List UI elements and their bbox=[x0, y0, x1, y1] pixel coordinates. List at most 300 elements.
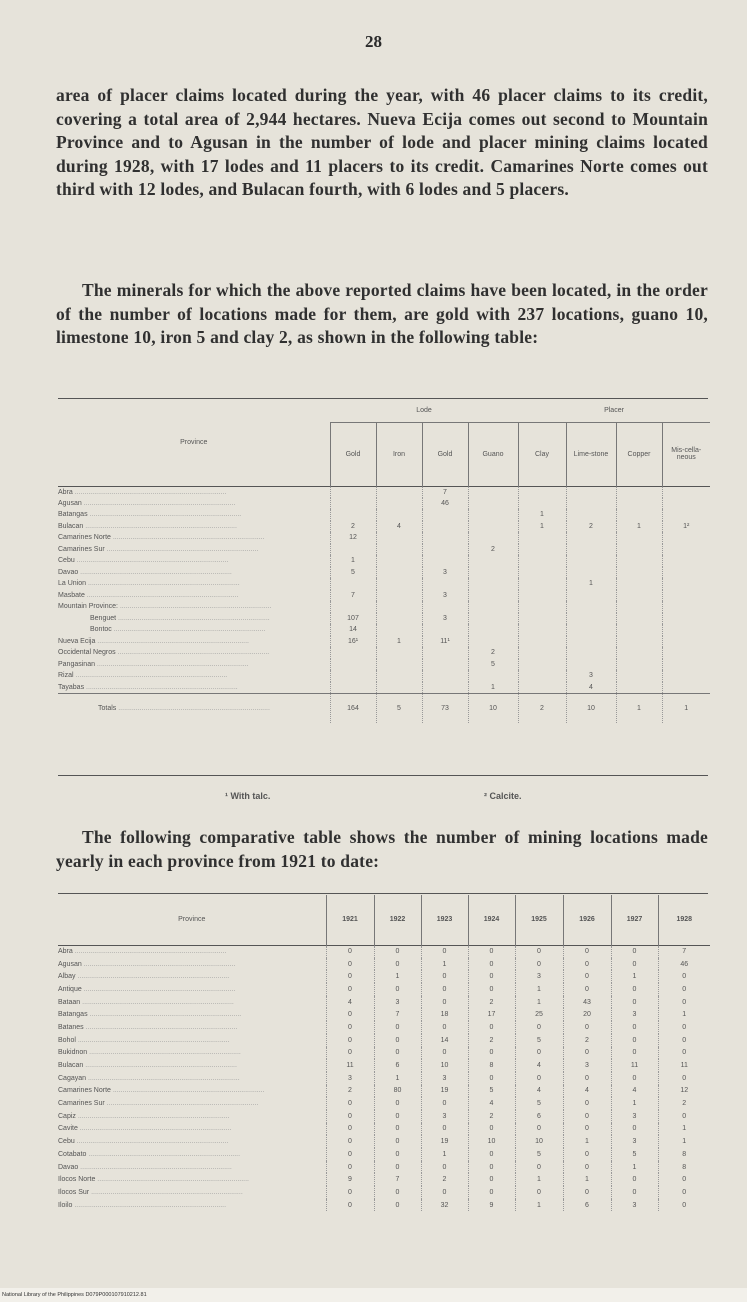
table2-cell: 0 bbox=[658, 1110, 710, 1123]
table1-cell: 16¹ bbox=[330, 636, 376, 648]
province-name: Albay ..... bbox=[58, 970, 326, 983]
table2-cell: 0 bbox=[515, 1161, 563, 1174]
table1-cell bbox=[662, 670, 710, 682]
province-name: Pangasinan ..... bbox=[58, 659, 330, 671]
table2-cell: 4 bbox=[515, 1085, 563, 1098]
table2-row bbox=[58, 1110, 710, 1123]
table1-cell bbox=[616, 544, 662, 556]
province-name: Bulacan ..... bbox=[58, 521, 330, 533]
table2-row bbox=[58, 996, 710, 1009]
table1-cell bbox=[566, 486, 616, 498]
table1-total-cell: 10 bbox=[468, 693, 518, 723]
table2-cell: 1 bbox=[374, 970, 421, 983]
table2-cell: 1 bbox=[421, 958, 468, 971]
table1-cell bbox=[518, 590, 566, 602]
table1-cell bbox=[376, 647, 422, 659]
table2-cell: 0 bbox=[421, 1047, 468, 1060]
province-name: Davao ..... bbox=[58, 567, 330, 579]
table1-cell bbox=[662, 682, 710, 694]
table1-cell bbox=[566, 498, 616, 510]
table2-cell: 1 bbox=[563, 1135, 611, 1148]
table2-cell: 11 bbox=[658, 1059, 710, 1072]
table2-cell: 0 bbox=[468, 1123, 515, 1136]
table2-cell: 0 bbox=[611, 945, 658, 958]
table2-cell: 0 bbox=[611, 996, 658, 1009]
table2-row bbox=[58, 945, 710, 958]
province-name: Bulacan ..... bbox=[58, 1059, 326, 1072]
table2-cell: 4 bbox=[563, 1085, 611, 1098]
table2-row bbox=[58, 1186, 710, 1199]
table1-cell bbox=[468, 624, 518, 636]
table1-cell: 1 bbox=[376, 636, 422, 648]
table2-cell: 12 bbox=[658, 1085, 710, 1098]
paragraph-3 bbox=[56, 826, 708, 873]
province-name: Rizal ..... bbox=[58, 670, 330, 682]
table1-row bbox=[58, 532, 710, 544]
table2-cell: 0 bbox=[326, 1097, 374, 1110]
table2-cell: 1 bbox=[374, 1072, 421, 1085]
table1-cell bbox=[468, 509, 518, 521]
table1-cell bbox=[566, 613, 616, 625]
table2-cell: 0 bbox=[611, 1173, 658, 1186]
table2-cell: 8 bbox=[468, 1059, 515, 1072]
table2-cell: 0 bbox=[515, 1186, 563, 1199]
table1-cell: 14 bbox=[330, 624, 376, 636]
table2-cell: 0 bbox=[563, 1161, 611, 1174]
table1-cell bbox=[330, 544, 376, 556]
table1-cell: 4 bbox=[566, 682, 616, 694]
table1-cell bbox=[566, 636, 616, 648]
table1-row bbox=[58, 670, 710, 682]
footnote-talc: ¹ With talc. bbox=[225, 791, 271, 801]
table2-cell: 0 bbox=[563, 1047, 611, 1060]
table2-cell: 4 bbox=[468, 1097, 515, 1110]
table2-cell: 11 bbox=[611, 1059, 658, 1072]
table1-column-header: Clay bbox=[518, 422, 566, 486]
table1-cell bbox=[468, 555, 518, 567]
table1-cell bbox=[662, 532, 710, 544]
table1-cell bbox=[422, 659, 468, 671]
table2-cell: 0 bbox=[515, 945, 563, 958]
table1-total-cell: 1 bbox=[616, 693, 662, 723]
table2-cell: 0 bbox=[326, 1034, 374, 1047]
table2-cell: 2 bbox=[468, 996, 515, 1009]
table1-total-cell: 1 bbox=[662, 693, 710, 723]
table1-cell bbox=[566, 555, 616, 567]
table2-cell: 25 bbox=[515, 1008, 563, 1021]
table1-cell bbox=[468, 613, 518, 625]
table2-cell: 5 bbox=[611, 1148, 658, 1161]
table1-cell bbox=[468, 486, 518, 498]
table1-totals-row bbox=[58, 693, 710, 723]
table2-cell: 7 bbox=[658, 945, 710, 958]
province-name: Iloilo ..... bbox=[58, 1199, 326, 1212]
province-name: Abra ..... bbox=[58, 486, 330, 498]
table1-cell bbox=[566, 590, 616, 602]
table1-top-rule bbox=[58, 398, 708, 399]
table2-cell: 3 bbox=[563, 1059, 611, 1072]
table1-cell: 12 bbox=[330, 532, 376, 544]
table2-row bbox=[58, 1072, 710, 1085]
table1-cell bbox=[662, 544, 710, 556]
province-name: Tayabas ..... bbox=[58, 682, 330, 694]
table2-cell: 1 bbox=[658, 1123, 710, 1136]
table2-cell: 1 bbox=[421, 1148, 468, 1161]
table2-cell: 4 bbox=[611, 1085, 658, 1098]
table2-cell: 0 bbox=[563, 1072, 611, 1085]
table1-cell bbox=[616, 636, 662, 648]
province-name: Antique ..... bbox=[58, 983, 326, 996]
table2-cell: 1 bbox=[658, 1008, 710, 1021]
table2-cell: 0 bbox=[374, 945, 421, 958]
table1-cell: 11¹ bbox=[422, 636, 468, 648]
table1-lode-header: Lode bbox=[330, 400, 518, 422]
table2-row bbox=[58, 1008, 710, 1021]
table2-cell: 0 bbox=[611, 1186, 658, 1199]
table2-cell: 0 bbox=[563, 1097, 611, 1110]
table1-cell bbox=[566, 659, 616, 671]
table2-cell: 0 bbox=[421, 1097, 468, 1110]
table2-year-header: 1927 bbox=[611, 895, 658, 945]
table2-cell: 1 bbox=[611, 1097, 658, 1110]
table1-cell: 1² bbox=[662, 521, 710, 533]
paragraph-2-text: The minerals for which the above reported claims have been located, in the order of the number of locations made for them, are gold with 237 locations, guano 10, limestone 10, iron 5 and clay 2, as shown in the following table: bbox=[56, 280, 708, 348]
table1-cell: 3 bbox=[422, 567, 468, 579]
table2-cell: 0 bbox=[326, 1047, 374, 1060]
table2-cell: 0 bbox=[374, 1123, 421, 1136]
table2-cell: 19 bbox=[421, 1085, 468, 1098]
table1-cell: 3 bbox=[422, 590, 468, 602]
table1-cell bbox=[376, 509, 422, 521]
table1-total-cell: 10 bbox=[566, 693, 616, 723]
table2-row bbox=[58, 1148, 710, 1161]
table2-cell: 1 bbox=[515, 1173, 563, 1186]
table2-cell: 0 bbox=[515, 1047, 563, 1060]
table2-cell: 3 bbox=[611, 1110, 658, 1123]
table1-cell bbox=[330, 578, 376, 590]
table1-cell: 5 bbox=[468, 659, 518, 671]
province-name: Bataan ..... bbox=[58, 996, 326, 1009]
province-name: Nueva Ecija ..... bbox=[58, 636, 330, 648]
table1-cell bbox=[518, 670, 566, 682]
table1-row bbox=[58, 601, 710, 613]
table2-cell: 3 bbox=[611, 1199, 658, 1212]
table1-cell bbox=[376, 682, 422, 694]
table2-cell: 8 bbox=[658, 1148, 710, 1161]
table1-cell bbox=[518, 601, 566, 613]
table1-cell bbox=[662, 498, 710, 510]
table2-cell: 17 bbox=[468, 1008, 515, 1021]
table2-cell: 5 bbox=[515, 1148, 563, 1161]
table2-cell: 3 bbox=[611, 1135, 658, 1148]
province-name: Camarines Norte ..... bbox=[58, 532, 330, 544]
province-name: Agusan ..... bbox=[58, 498, 330, 510]
table2-cell: 7 bbox=[374, 1008, 421, 1021]
table2-cell: 0 bbox=[563, 1123, 611, 1136]
table2-cell: 0 bbox=[374, 1047, 421, 1060]
table2-row bbox=[58, 958, 710, 971]
table1-row bbox=[58, 521, 710, 533]
table1-cell bbox=[468, 601, 518, 613]
table1-cell bbox=[566, 567, 616, 579]
table2-cell: 0 bbox=[515, 1072, 563, 1085]
table1-cell bbox=[616, 670, 662, 682]
province-name: Bontoc ..... bbox=[58, 624, 330, 636]
yearly-locations-table bbox=[58, 895, 710, 1211]
table1-cell bbox=[662, 624, 710, 636]
table1-row bbox=[58, 590, 710, 602]
province-name: Cotabato ..... bbox=[58, 1148, 326, 1161]
table2-cell: 0 bbox=[421, 970, 468, 983]
province-name: Davao ..... bbox=[58, 1161, 326, 1174]
table2-cell: 0 bbox=[326, 983, 374, 996]
table2-cell: 18 bbox=[421, 1008, 468, 1021]
table1-total-cell: 164 bbox=[330, 693, 376, 723]
table1-cell: 107 bbox=[330, 613, 376, 625]
table2-row bbox=[58, 1199, 710, 1212]
table2-cell: 0 bbox=[611, 1123, 658, 1136]
table1-cell bbox=[616, 498, 662, 510]
paragraph-3-text: The following comparative table shows the number of mining locations made yearly in each province from 1921 to date: bbox=[56, 827, 708, 871]
table1-column-header: Copper bbox=[616, 422, 662, 486]
table2-cell: 0 bbox=[326, 1199, 374, 1212]
table2-row bbox=[58, 1097, 710, 1110]
table2-cell: 2 bbox=[421, 1173, 468, 1186]
province-name: Camarines Norte ..... bbox=[58, 1085, 326, 1098]
table2-cell: 0 bbox=[468, 1047, 515, 1060]
province-name: Cebu ..... bbox=[58, 555, 330, 567]
table2-cell: 1 bbox=[611, 1161, 658, 1174]
table2-cell: 3 bbox=[611, 1008, 658, 1021]
table2-year-header: 1922 bbox=[374, 895, 421, 945]
table2-year-header: 1925 bbox=[515, 895, 563, 945]
table2-cell: 0 bbox=[563, 970, 611, 983]
table2-cell: 1 bbox=[515, 1199, 563, 1212]
table2-cell: 11 bbox=[326, 1059, 374, 1072]
table2-cell: 0 bbox=[658, 1173, 710, 1186]
mineral-claims-table bbox=[58, 400, 710, 723]
province-name: La Union ..... bbox=[58, 578, 330, 590]
table1-cell bbox=[662, 590, 710, 602]
table1-cell bbox=[616, 555, 662, 567]
table1-row bbox=[58, 498, 710, 510]
table1-cell bbox=[422, 521, 468, 533]
table1-cell: 1 bbox=[616, 521, 662, 533]
table1-column-header: Lime-stone bbox=[566, 422, 616, 486]
table1-cell: 1 bbox=[518, 521, 566, 533]
table2-cell: 20 bbox=[563, 1008, 611, 1021]
table2-row bbox=[58, 1123, 710, 1136]
table2-cell: 0 bbox=[658, 1199, 710, 1212]
table1-cell bbox=[566, 601, 616, 613]
table1-total-cell: 2 bbox=[518, 693, 566, 723]
province-name: Cebu ..... bbox=[58, 1135, 326, 1148]
table2-cell: 0 bbox=[421, 1161, 468, 1174]
table2-cell: 0 bbox=[611, 1047, 658, 1060]
table1-cell bbox=[376, 590, 422, 602]
table2-cell: 0 bbox=[658, 1034, 710, 1047]
table2-province-header: Province bbox=[178, 916, 206, 924]
table2-cell: 3 bbox=[515, 970, 563, 983]
table1-cell bbox=[330, 647, 376, 659]
table2-cell: 0 bbox=[374, 1135, 421, 1148]
table1-cell bbox=[518, 567, 566, 579]
table1-row bbox=[58, 636, 710, 648]
table2-cell: 0 bbox=[658, 1186, 710, 1199]
table1-cell bbox=[518, 647, 566, 659]
table2-cell: 0 bbox=[515, 958, 563, 971]
table1-row bbox=[58, 624, 710, 636]
table2-cell: 1 bbox=[515, 996, 563, 1009]
table1-cell bbox=[518, 659, 566, 671]
table1-cell bbox=[566, 647, 616, 659]
table2-cell: 0 bbox=[374, 1186, 421, 1199]
table1-cell bbox=[616, 578, 662, 590]
table1-cell bbox=[376, 601, 422, 613]
table1-cell bbox=[376, 578, 422, 590]
table1-cell bbox=[662, 578, 710, 590]
table1-placer-header: Placer bbox=[518, 400, 710, 422]
table1-cell bbox=[468, 521, 518, 533]
table1-cell bbox=[662, 567, 710, 579]
table1-cell bbox=[468, 567, 518, 579]
table2-cell: 0 bbox=[468, 945, 515, 958]
table2-cell: 0 bbox=[326, 970, 374, 983]
table2-cell: 0 bbox=[374, 958, 421, 971]
table1-cell: 4 bbox=[376, 521, 422, 533]
table2-row bbox=[58, 1161, 710, 1174]
province-name: Ilocos Norte ..... bbox=[58, 1173, 326, 1186]
table1-cell bbox=[422, 601, 468, 613]
table2-cell: 9 bbox=[468, 1199, 515, 1212]
table2-cell: 0 bbox=[326, 1161, 374, 1174]
table1-cell: 3 bbox=[566, 670, 616, 682]
table2-cell: 0 bbox=[468, 1161, 515, 1174]
table2-row bbox=[58, 1021, 710, 1034]
table1-cell: 1 bbox=[330, 555, 376, 567]
table2-cell: 3 bbox=[421, 1072, 468, 1085]
table1-column-header: Guano bbox=[468, 422, 518, 486]
table2-cell: 0 bbox=[421, 983, 468, 996]
table1-cell bbox=[376, 555, 422, 567]
table1-cell bbox=[662, 636, 710, 648]
table2-cell: 6 bbox=[374, 1059, 421, 1072]
table2-year-header: 1923 bbox=[421, 895, 468, 945]
table1-row bbox=[58, 509, 710, 521]
table1-cell bbox=[330, 509, 376, 521]
table1-cell bbox=[330, 670, 376, 682]
table2-cell: 43 bbox=[563, 996, 611, 1009]
table2-cell: 3 bbox=[326, 1072, 374, 1085]
table1-cell bbox=[376, 498, 422, 510]
table2-cell: 2 bbox=[658, 1097, 710, 1110]
table1-cell bbox=[662, 509, 710, 521]
table1-cell: 3 bbox=[422, 613, 468, 625]
table2-cell: 4 bbox=[515, 1059, 563, 1072]
table2-cell: 9 bbox=[326, 1173, 374, 1186]
table1-cell bbox=[616, 590, 662, 602]
province-name: Benguet ..... bbox=[58, 613, 330, 625]
province-name: Agusan ..... bbox=[58, 958, 326, 971]
table2-cell: 0 bbox=[658, 1072, 710, 1085]
table1-cell bbox=[616, 659, 662, 671]
table1-cell bbox=[422, 647, 468, 659]
table2-cell: 0 bbox=[563, 958, 611, 971]
table2-cell: 0 bbox=[563, 1186, 611, 1199]
table2-cell: 0 bbox=[611, 958, 658, 971]
table2-cell: 0 bbox=[658, 1047, 710, 1060]
table1-cell: 7 bbox=[422, 486, 468, 498]
table2-cell: 4 bbox=[326, 996, 374, 1009]
table1-cell: 2 bbox=[468, 647, 518, 659]
library-footer-strip: National Library of the Philippines D079P000107910212.81 bbox=[0, 1288, 747, 1302]
table1-cell bbox=[422, 682, 468, 694]
table2-cell: 5 bbox=[515, 1034, 563, 1047]
table1-bottom-rule bbox=[58, 775, 708, 776]
table1-cell bbox=[518, 624, 566, 636]
table1-row bbox=[58, 613, 710, 625]
table1-cell: 7 bbox=[330, 590, 376, 602]
table1-cell: 46 bbox=[422, 498, 468, 510]
table1-cell bbox=[616, 647, 662, 659]
table1-cell bbox=[518, 544, 566, 556]
page-number: 28 bbox=[365, 32, 382, 51]
table2-cell: 0 bbox=[421, 1123, 468, 1136]
table1-cell: 1 bbox=[518, 509, 566, 521]
province-name: Ilocos Sur ..... bbox=[58, 1186, 326, 1199]
table1-province-header: Province bbox=[180, 439, 208, 447]
table2-cell: 1 bbox=[611, 970, 658, 983]
table1-cell bbox=[616, 532, 662, 544]
table2-cell: 0 bbox=[658, 983, 710, 996]
table2-cell: 0 bbox=[515, 1021, 563, 1034]
table1-column-header: Mis-cella-neous bbox=[662, 422, 710, 486]
table2-cell: 0 bbox=[468, 1148, 515, 1161]
table1-cell bbox=[662, 659, 710, 671]
table1-cell bbox=[330, 601, 376, 613]
table2-cell: 0 bbox=[563, 983, 611, 996]
province-name: Capiz ..... bbox=[58, 1110, 326, 1123]
table1-cell bbox=[376, 532, 422, 544]
table1-cell bbox=[566, 532, 616, 544]
table2-cell: 0 bbox=[374, 1034, 421, 1047]
table2-cell: 46 bbox=[658, 958, 710, 971]
table2-year-header: 1926 bbox=[563, 895, 611, 945]
table2-cell: 6 bbox=[563, 1199, 611, 1212]
table1-cell bbox=[468, 636, 518, 648]
table1-row bbox=[58, 647, 710, 659]
table2-cell: 19 bbox=[421, 1135, 468, 1148]
table1-cell bbox=[616, 486, 662, 498]
table1-cell bbox=[518, 498, 566, 510]
table1-cell: 2 bbox=[330, 521, 376, 533]
table1-cell bbox=[422, 670, 468, 682]
table2-cell: 0 bbox=[421, 996, 468, 1009]
table1-cell bbox=[376, 567, 422, 579]
table2-cell: 10 bbox=[468, 1135, 515, 1148]
table1-cell bbox=[518, 578, 566, 590]
table2-cell: 0 bbox=[326, 1008, 374, 1021]
table1-cell bbox=[662, 613, 710, 625]
province-name: Batanes ..... bbox=[58, 1021, 326, 1034]
province-name: Cagayan ..... bbox=[58, 1072, 326, 1085]
table1-column-header: Gold bbox=[422, 422, 468, 486]
table1-cell bbox=[566, 544, 616, 556]
table2-cell: 2 bbox=[326, 1085, 374, 1098]
table2-cell: 0 bbox=[468, 1186, 515, 1199]
table2-cell: 14 bbox=[421, 1034, 468, 1047]
table1-row bbox=[58, 544, 710, 556]
